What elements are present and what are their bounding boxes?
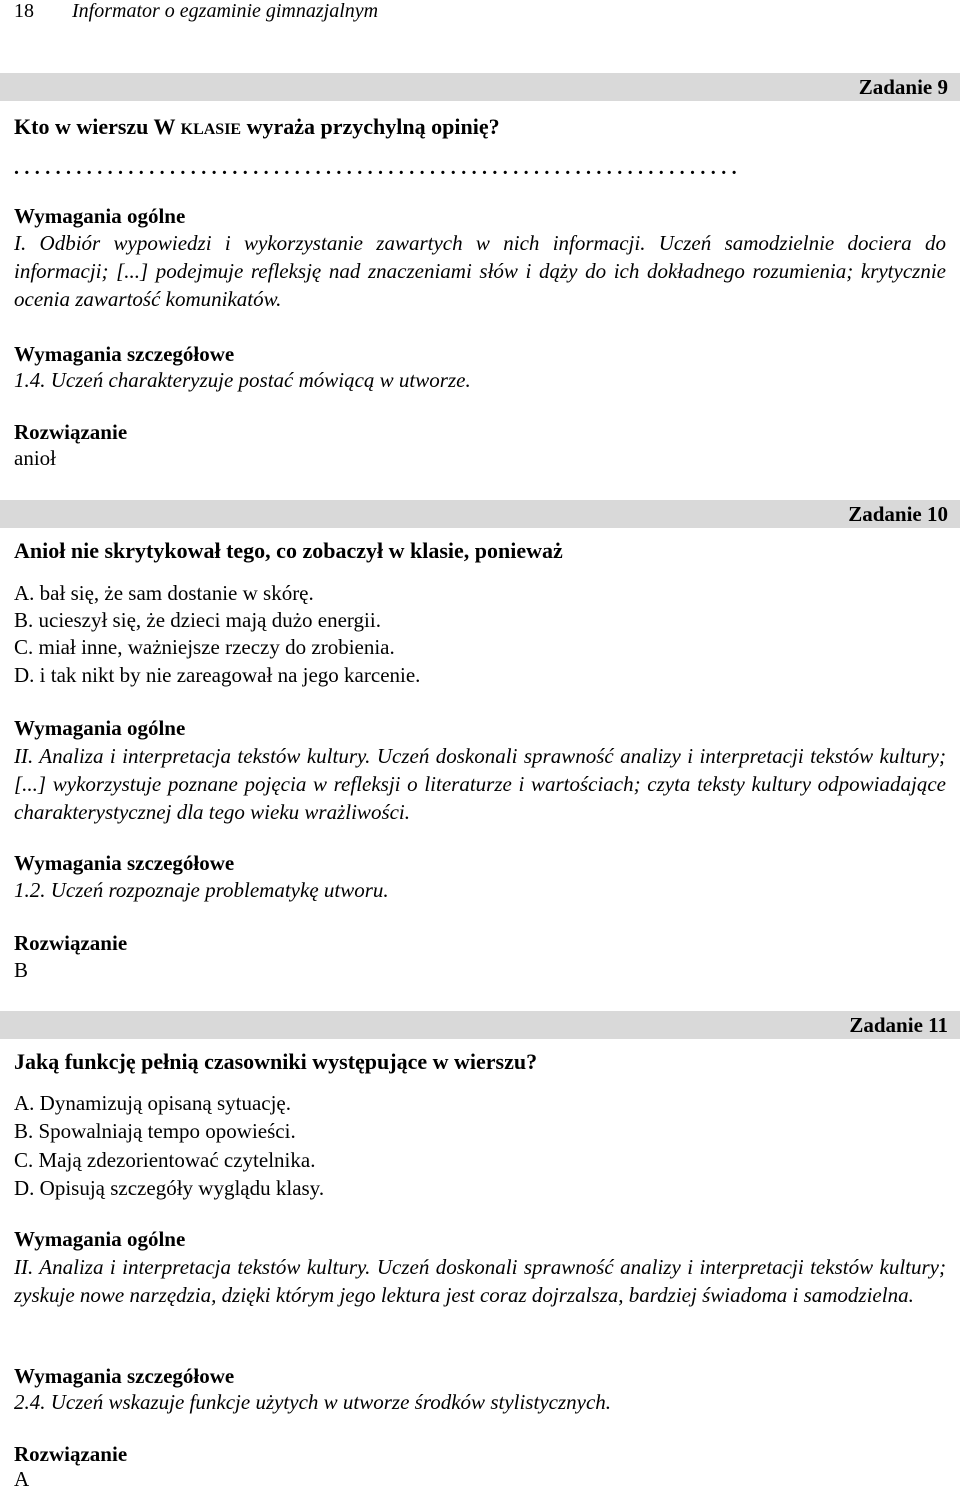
task-11-label: Zadanie 11 xyxy=(849,1013,948,1037)
task-11-req-specific-label: Wymagania szczegółowe xyxy=(14,1364,235,1388)
task-10-option-a: A. bał się, że sam dostanie w skórę. xyxy=(14,581,314,605)
task-9-answer-line: ...................................................................... xyxy=(14,158,742,178)
task-9-question xyxy=(14,114,500,143)
task-11-option-b: B. Spowalniają tempo opowieści. xyxy=(14,1119,296,1143)
publication-title: Informator o egzaminie gimnazjalnym xyxy=(72,0,379,22)
task-10-req-general-text: II. Analiza i interpretacja tekstów kultury. Uczeń doskonali sprawność analizy i interpretacji tekstów kultury; [...] wykorzystuje poznane pojęcia w refleksji o literaturze i wartościach; czyta teksty kultury odpowiadające charakterystycznej dla tego wieku wrażliwości. xyxy=(14,744,946,824)
task-9-req-specific-label: Wymagania szczegółowe xyxy=(14,342,235,366)
task-11-option-a: A. Dynamizują opisaną sytuację. xyxy=(14,1091,291,1115)
task-11-option-c: C. Mają zdezorientować czytelnika. xyxy=(14,1148,316,1172)
page-header xyxy=(14,0,378,22)
task-9-req-general-text: I. Odbiór wypowiedzi i wykorzystanie zawartych w nich informacji. Uczeń samodzielnie dociera do informacji; [...] podejmuje refleksję nad znaczeniami słów i dąży do ich dokładnego rozumienia; krytycznie ocenia zawartość komunikatów. xyxy=(14,231,946,311)
task-10-req-specific-label: Wymagania szczegółowe xyxy=(14,851,235,875)
task-11-band xyxy=(0,1011,960,1039)
task-9-label: Zadanie 9 xyxy=(858,75,948,99)
task-10-solution-label: Rozwiązanie xyxy=(14,931,128,955)
task-11-req-general-text: II. Analiza i interpretacja tekstów kultury. Uczeń doskonali sprawność analizy i interpretacji tekstów kultury; zyskuje nowe narzędzia, dzięki którym jego lektura jest coraz dojrzalsza, bardziej świadoma i samodzielna. xyxy=(14,1255,946,1307)
task-10-option-c: C. miał inne, ważniejsze rzeczy do zrobienia. xyxy=(14,635,395,659)
page-number: 18 xyxy=(14,0,34,22)
task-9-question-part-b: wyraża przychylną opinię? xyxy=(241,114,500,139)
task-11-question: Jaką funkcję pełnią czasowniki występujące w wierszu? xyxy=(14,1049,538,1074)
task-11-req-specific-text: 2.4. Uczeń wskazuje funkcje użytych w utworze środków stylistycznych. xyxy=(14,1390,612,1414)
task-10-option-d: D. i tak nikt by nie zareagował na jego karcenie. xyxy=(14,663,421,687)
task-10-question: Anioł nie skrytykował tego, co zobaczył w klasie, ponieważ xyxy=(14,538,563,563)
task-9-band xyxy=(0,73,960,101)
task-10-band xyxy=(0,500,960,528)
task-10-req-general-label: Wymagania ogólne xyxy=(14,716,186,740)
task-10-option-b: B. ucieszył się, że dzieci mają dużo energii. xyxy=(14,608,381,632)
task-11-solution-label: Rozwiązanie xyxy=(14,1442,128,1466)
task-11-solution: A xyxy=(14,1467,30,1491)
task-9-req-specific-text: 1.4. Uczeń charakteryzuje postać mówiącą w utworze. xyxy=(14,368,471,392)
task-11-req-general-label: Wymagania ogólne xyxy=(14,1227,186,1251)
task-9-solution-label: Rozwiązanie xyxy=(14,420,128,444)
task-11-option-d: D. Opisują szczegóły wyglądu klasy. xyxy=(14,1176,325,1200)
task-10-label: Zadanie 10 xyxy=(848,502,948,526)
task-9-solution: anioł xyxy=(14,446,56,470)
task-10-req-specific-text: 1.2. Uczeń rozpoznaje problematykę utworu. xyxy=(14,878,389,902)
task-10-solution: B xyxy=(14,958,29,982)
task-9-req-general-label: Wymagania ogólne xyxy=(14,204,186,228)
task-9-question-smallcaps: KLASIE xyxy=(180,121,242,138)
task-9-question-part-a: Kto w wierszu W xyxy=(14,114,181,139)
